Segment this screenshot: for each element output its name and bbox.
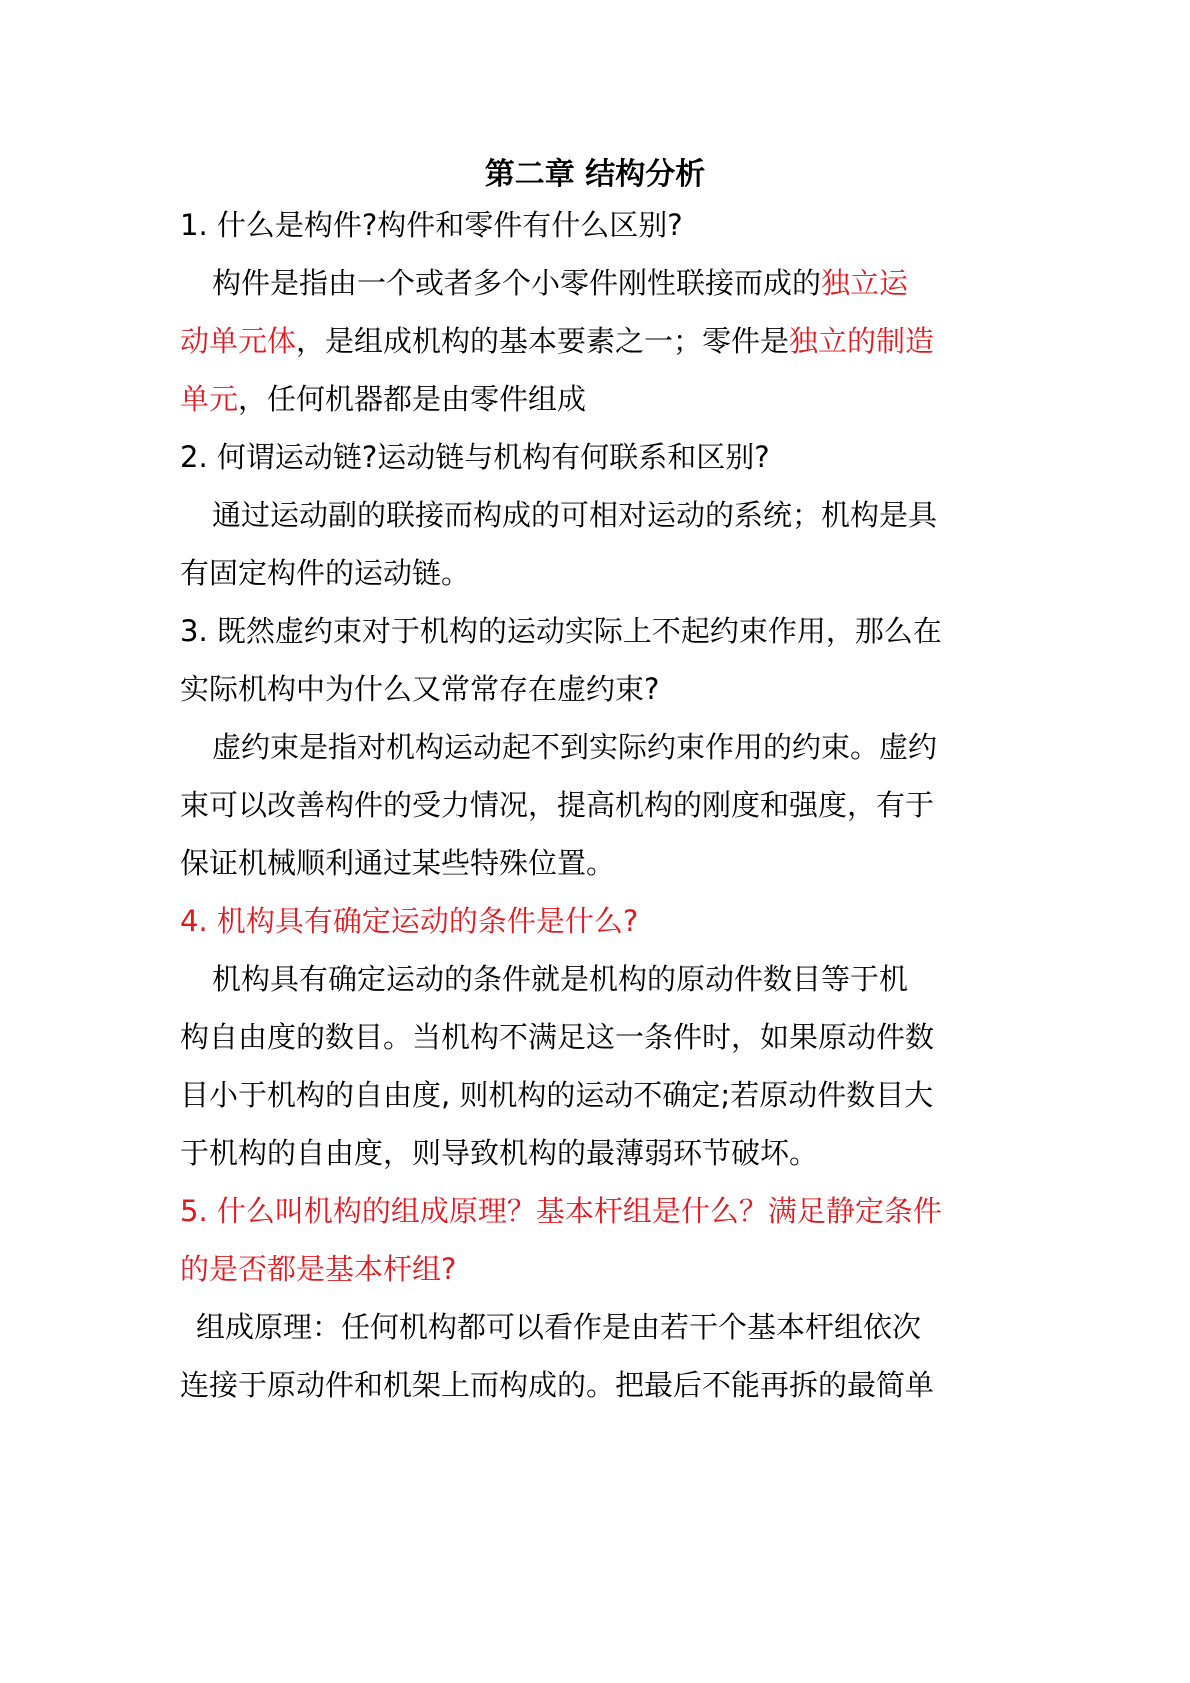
answer-4-line-4: 于机构的自由度，则导致机构的最薄弱环节破坏。 [180, 1136, 819, 1170]
answer-5-line-1: 组成原理：任何机构都可以看作是由若干个基本杆组依次 [196, 1310, 922, 1344]
chapter-title: 第二章 结构分析 [484, 157, 706, 192]
answer-1-line-3: 单元，任何机器都是由零件组成 [180, 382, 587, 416]
answer-1-line-2: 动单元体，是组成机构的基本要素之一；零件是独立的制造 [180, 324, 935, 358]
question-3-line-1: 3. 既然虚约束对于机构的运动实际上不起约束作用，那么在 [180, 614, 942, 648]
question-3-line-2: 实际机构中为什么又常常存在虚约束? [180, 672, 660, 706]
answer-3-line-3: 保证机械顺利通过某些特殊位置。 [180, 846, 616, 880]
answer-2-line-1: 通过运动副的联接而构成的可相对运动的系统；机构是具 [212, 498, 938, 532]
question-2: 2. 何谓运动链?运动链与机构有何联系和区别? [180, 440, 770, 474]
question-4: 4. 机构具有确定运动的条件是什么? [180, 904, 639, 938]
answer-4-line-1: 机构具有确定运动的条件就是机构的原动件数目等于机 [212, 962, 909, 996]
answer-4-line-2: 构自由度的数目。当机构不满足这一条件时，如果原动件数 [180, 1020, 935, 1054]
answer-5-line-2: 连接于原动件和机架上而构成的。把最后不能再拆的最简单 [180, 1368, 935, 1402]
answer-1-line-1: 构件是指由一个或者多个小零件刚性联接而成的独立运 [212, 266, 909, 300]
answer-4-line-3: 目小于机构的自由度, 则机构的运动不确定;若原动件数目大 [180, 1078, 934, 1112]
answer-3-line-2: 束可以改善构件的受力情况，提高机构的刚度和强度，有于 [180, 788, 935, 822]
answer-3-line-1: 虚约束是指对机构运动起不到实际约束作用的约束。虚约 [212, 730, 938, 764]
question-5-line-1: 5. 什么叫机构的组成原理？基本杆组是什么？满足静定条件 [180, 1194, 942, 1228]
question-1: 1. 什么是构件?构件和零件有什么区别? [180, 208, 683, 242]
question-5-line-2: 的是否都是基本杆组? [180, 1252, 457, 1286]
answer-2-line-2: 有固定构件的运动链。 [180, 556, 471, 590]
